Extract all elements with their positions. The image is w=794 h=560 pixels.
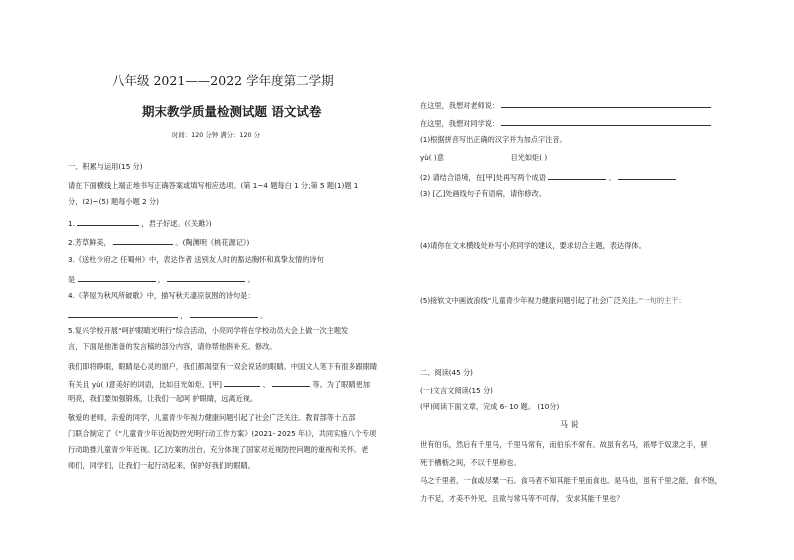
speech-paragraph-4: 敬爱的老师，亲爱的同学，儿童青少年视力健康问题引起了社会广泛关注。教育部等十五部 [68, 413, 356, 422]
question-3-line-a: 3.《送杜少府之 任蜀州》中，表达作者 送别友人时的豁达胸怀和真挚友情的诗句 [68, 255, 324, 264]
question-1 [68, 217, 212, 229]
q3-blank-2[interactable] [167, 273, 245, 282]
subq5-tail: ”一句的主干： [638, 296, 686, 305]
jia-blank-2[interactable] [272, 378, 310, 387]
exam-meta: 时间：120 分钟 满分：120 分 [172, 131, 261, 139]
instruction-line-1: 请在下面横线上端正地书写正确答案或填写相应选项。(第 1~4 题每白 1 分;第 5 题(1)题 1 [68, 181, 359, 190]
right-column [420, 0, 750, 560]
subq2-prompt: (2) 请结合语境，在[甲]处再写两个成语 [420, 173, 546, 182]
exam-title-line1: 八年级 2021——2022 学年度第二学期 [112, 73, 334, 88]
subquestion-1: (1)根据拼音写出正确的汉字并为加点字注音。 [420, 135, 567, 144]
speech-paragraph-2 [68, 378, 370, 390]
subq1-answer-b: 目光如炬( ) [510, 153, 548, 162]
speech-paragraph-3: 明亮，我们要加强锻炼，让我们一起呵 护眼睛，远离近视。 [68, 394, 258, 403]
passage-title: 马 说 [560, 420, 579, 429]
subq2-sep: 、 [608, 173, 616, 182]
speech-p2-c: 等。为了眼睛更加 [312, 380, 370, 389]
subq5-prompt: (5)接软文中画波浪线“儿童青少年视力健康问题引起了社会广泛关注。 [420, 296, 639, 305]
q1-blank[interactable] [77, 217, 139, 226]
subq2-blank-2[interactable] [618, 171, 676, 180]
passage-line-1: 世有伯乐，然后有千里马，千里马常有，而伯乐不常有。故虽有名马，祇辱于奴隶之手，骈 [420, 440, 708, 449]
speech-paragraph-1: 我们即将睁眼，眼睛是心灵的窗户，我们都渴望有一双会说话的眼睛。中国文人笔下有很多跟眼睛 [68, 362, 378, 371]
q2-blank[interactable] [113, 236, 173, 245]
q3-blank-1[interactable] [78, 273, 156, 282]
q1-number: 1. [68, 219, 75, 228]
question-3-line-b: 是 ， 。 [68, 275, 255, 284]
question-4-line-a: 4.《茅屋为秋风所破歌》中，描写秋天凄凉氛围的诗句是： [68, 291, 255, 300]
passage-line-4: 力不足，才美不外见，且欲与常马等不可得， 安求其能千里也？ [420, 494, 624, 503]
to-teacher-blank[interactable] [501, 99, 711, 108]
q1-tail: ，君子好逑。(《关雎》) [141, 219, 212, 228]
to-students-blank[interactable] [501, 117, 711, 126]
section-heading-reading: 二、阅读(45 分) [420, 368, 473, 377]
subsection-classical-reading: (一)文言文阅读(15 分) [420, 386, 493, 395]
to-students-label: 在这里，我想对同学说： [420, 119, 500, 128]
speech-paragraph-6: 行动助推儿童青少年近视。[乙]方案的出台，充分体现了国家对近视防控问题的重视和关怀。老 [68, 445, 369, 454]
question-5-line-a: 5.复兴学校开展“呵护眼睛光明行”综合活动，小亮同学将在学校动员大会上做一次主题发 [68, 326, 349, 335]
subq1-answer-a: yù( )意 [420, 153, 444, 162]
to-students-line [420, 117, 711, 129]
subquestion-4: (4)请你在文末横线处补写小亮同学的建议，要求切合主题，表达得体。 [420, 241, 646, 250]
question-4-line-b: ， 。 [68, 309, 267, 321]
subquestion-1-answers [420, 153, 547, 163]
subquestion-2 [420, 171, 676, 183]
exam-title-line2: 期末教学质量检测试题 语文试卷 [142, 104, 322, 119]
left-column [60, 0, 400, 560]
q4-blank-2[interactable] [190, 309, 258, 318]
subquestion-5 [420, 296, 686, 306]
jia-blank-1[interactable] [224, 378, 260, 387]
speech-p2-sep: 、 [262, 380, 270, 389]
question-2 [68, 236, 249, 248]
speech-p2-a: 有关且 yù( )意美好的词语，比如目光如炬、[甲] [68, 380, 222, 389]
subquestion-3: (3) [乙]处画线句子有语病，请你修改。 [420, 189, 546, 198]
q2-head: 2.芳草鲜美， [68, 238, 111, 247]
speech-paragraph-5: 门联合制定了《“儿童青少年近视防控光明行动工作方案》(2021- 2025 年)》，共同实施八个专项 [68, 429, 377, 438]
q4-blank-1[interactable] [68, 309, 178, 318]
passage-line-3: 马之千里者，一食或尽粟一石。食马者不知其能千里而食也。是马也，虽有千里之能，食不饱， [420, 476, 722, 485]
passage-line-2: 死于槽枥之间，不以千里称也。 [420, 458, 521, 467]
to-teacher-label: 在这里，我想对老师说： [420, 101, 500, 110]
subsection-jia-instruction: (甲)阅读下面文章，完成 6- 10 题。 (10分) [420, 402, 560, 411]
q2-tail: 。(陶渊明《桃花源记》) [175, 238, 250, 247]
subq2-blank-1[interactable] [548, 171, 606, 180]
section-heading-accumulation: 一、积累与运用(15 分) [68, 162, 143, 171]
speech-paragraph-7: 师们，同学们，让我们一起行动起来，保护好我们的眼睛。 [68, 461, 255, 470]
question-5-line-b: 言，下面是他准备的发言稿的部分内容，请你帮他斟补充、修改。 [68, 342, 277, 351]
q3-prefix: 是 [68, 275, 76, 284]
to-teacher-line [420, 99, 711, 111]
instruction-line-2: 分，(2)~(5) 题每小题 2 分) [68, 197, 159, 206]
